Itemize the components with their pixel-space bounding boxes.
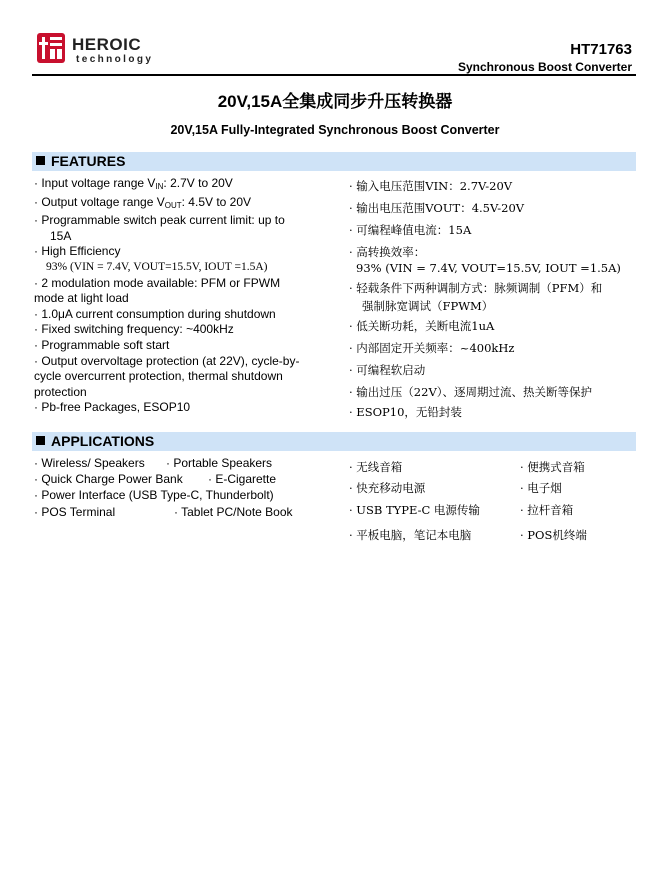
app-power-interface: · Power Interface (USB Type-C, Thunderbolt) <box>34 488 274 502</box>
feature-efficiency-detail: 93% (VIN = 7.4V, VOUT=15.5V, IOUT =1.5A) <box>46 260 268 273</box>
app-portable-speakers: · Portable Speakers <box>166 456 273 470</box>
feature-peak-current: · Programmable switch peak current limit: up to <box>34 213 285 228</box>
feature-switching-frequency: · Fixed switching frequency: ~400kHz <box>34 322 234 337</box>
applications-heading: APPLICATIONS <box>36 433 154 449</box>
feature-protection-cont: cycle overcurrent protection, thermal shutdown <box>34 369 283 384</box>
part-number: HT71763 <box>570 41 632 58</box>
app-cn-e-cigarette: · 电子烟 <box>520 481 562 495</box>
feature-cn-protection: · 输出过压（22V）、逐周期过流、热关断等保护 <box>349 385 592 399</box>
feature-cn-frequency: · 内部固定开关频率：~400kHz <box>349 341 515 355</box>
feature-cn-efficiency: · 高转换效率： <box>349 245 426 259</box>
app-e-cigarette: · E-Cigarette <box>208 472 277 486</box>
app-cn-portable-speakers: · 便携式音箱 <box>520 460 585 474</box>
feature-cn-soft-start: · 可编程软启动 <box>349 363 426 377</box>
features-en-list <box>34 176 299 416</box>
app-power-bank: · Quick Charge Power Bank <box>34 472 183 486</box>
app-tablet-notebook: · Tablet PC/Note Book <box>174 505 293 519</box>
square-bullet-icon <box>36 156 45 165</box>
app-cn-power-bank: · 快充移动电源 <box>349 481 426 495</box>
app-pos-terminal: · POS Terminal <box>34 505 116 519</box>
brand-subtitle: technology <box>76 54 154 65</box>
part-description: Synchronous Boost Converter <box>457 60 632 74</box>
feature-efficiency: · High Efficiency <box>34 244 121 259</box>
square-bullet-icon <box>36 436 45 445</box>
feature-protection-cont2: protection <box>34 384 87 399</box>
feature-cn-modulation: · 轻载条件下两种调制方式：脉频调制（PFM）和 <box>349 281 603 295</box>
app-wireless-speakers: · Wireless/ Speakers <box>34 456 145 470</box>
feature-cn-peak-current: · 可编程峰值电流：15A <box>349 223 472 237</box>
app-cn-tablet-notebook: · 平板电脑，笔记本电脑 <box>349 528 472 542</box>
feature-modulation-cont: mode at light load <box>34 291 129 306</box>
applications-section-bar <box>32 432 636 451</box>
heroic-logo-icon <box>36 32 66 64</box>
document-title-cn: 20V,15A全集成同步升压转换器 <box>217 92 453 111</box>
feature-shutdown-current: · 1.0μA current consumption during shutdown <box>34 306 276 321</box>
app-cn-wireless-speakers: · 无线音箱 <box>349 460 403 474</box>
features-heading: FEATURES <box>36 153 125 169</box>
app-cn-pos-terminal: · POS机终端 <box>520 528 587 542</box>
features-section-bar <box>32 152 636 171</box>
feature-cn-package: · ESOP10，无铅封装 <box>349 405 462 419</box>
feature-cn-output-voltage: · 输出电压范围VOUT：4.5V-20V <box>349 201 525 215</box>
feature-protection: · Output overvoltage protection (at 22V), cycle-by- <box>34 353 300 368</box>
document-title-en: 20V,15A Fully-Integrated Synchronous Boost Converter <box>170 123 500 137</box>
brand-name: HEROIC <box>72 35 142 54</box>
app-cn-usb-type-c: · USB TYPE-C 电源传输 <box>349 503 480 517</box>
app-cn-trolley-speakers: · 拉杆音箱 <box>520 503 574 517</box>
feature-input-voltage: · Input voltage range $V_{IN}$: 2.7V to 20V <box>34 176 233 191</box>
feature-package: · Pb-free Packages, ESOP10 <box>34 400 191 415</box>
feature-cn-efficiency-detail: 93% (VIN = 7.4V, VOUT=15.5V, IOUT =1.5A) <box>356 261 621 275</box>
feature-modulation: · 2 modulation mode available: PFM or FPWM <box>34 275 281 290</box>
feature-soft-start: · Programmable soft start <box>34 337 170 352</box>
feature-cn-input-voltage: · 输入电压范围VIN：2.7V-20V <box>349 179 513 193</box>
feature-cn-modulation-cont: 强制脉宽调试（FPWM） <box>362 299 494 313</box>
feature-cn-shutdown: · 低关断功耗，关断电流1uA <box>349 319 495 333</box>
header-divider <box>32 74 636 76</box>
feature-peak-current-cont: 15A <box>50 228 72 243</box>
feature-output-voltage: · Output voltage range $V_{OUT}$: 4.5V to 20V <box>34 194 252 210</box>
